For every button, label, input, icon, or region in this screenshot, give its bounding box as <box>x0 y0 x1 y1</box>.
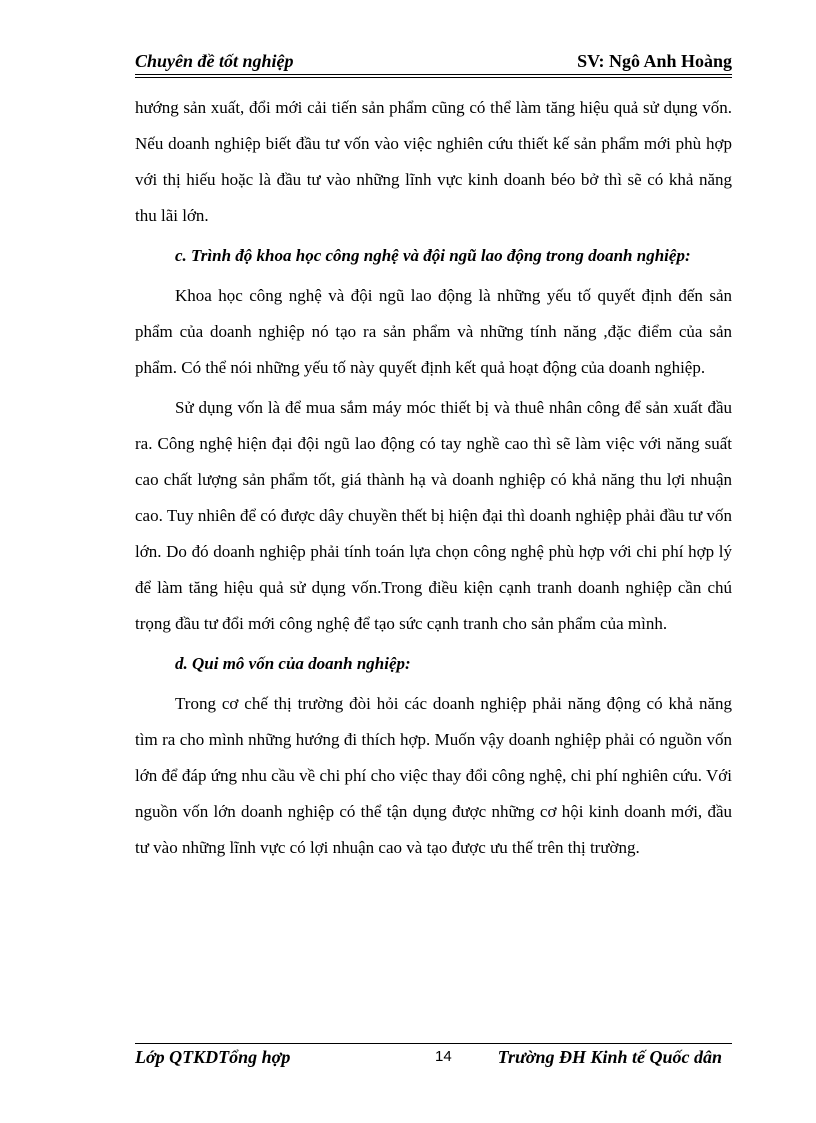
paragraph-technology: Khoa học công nghệ và đội ngũ lao động là những yếu tố quyết định đến sản phẩm của doanh nghiệp nó tạo ra sản phẩm và những tính năng ,đặc điểm của sản phẩm. Có thể nói những yếu tố này quyết định kết quả hoạt động của doanh nghiệp. <box>135 286 732 377</box>
paragraph-capital-use: Sử dụng vốn là để mua sắm máy móc thiết bị và thuê nhân công để sản xuất đầu ra. Công nghệ hiện đại đội ngũ lao động có tay nghề cao thì sẽ làm việc với năng suất cao chất lượng sản phẩm tốt, giá thành hạ và doanh nghiệp có khả năng thu lợi nhuận cao. Tuy nhiên để có được dây chuyền thết bị hiện đại thì doanh nghiệp phải đầu tư vốn lớn. Do đó doanh nghiệp phải tính toán lựa chọn công nghệ phù hợp với chi phí hợp lý để làm tăng hiệu quả sử dụng vốn.Trong điều kiện cạnh tranh doanh nghiệp cần chú trọng đầu tư đổi mới công nghệ để tạo sức cạnh tranh cho sản phẩm của mình. <box>135 398 732 633</box>
footer-class-name: Lớp QTKDTổng hợp <box>135 1047 291 1067</box>
footer-rule <box>135 1043 732 1044</box>
section-heading-d: d. Qui mô vốn của doanh nghiệp: <box>175 654 411 673</box>
header-rule <box>135 74 732 75</box>
document-body <box>135 90 732 866</box>
header-student-name: SV: Ngô Anh Hoàng <box>577 51 732 71</box>
page-number: 14 <box>435 1048 452 1065</box>
paragraph-continuation: hướng sản xuất, đổi mới cải tiến sản phẩm cũng có thể làm tăng hiệu quả sử dụng vốn. Nếu doanh nghiệp biết đầu tư vốn vào việc nghiên cứu thiết kế sản phẩm mới phù hợp với thị hiếu hoặc là đầu tư vào những lĩnh vực kinh doanh béo bở thì sẽ có khả năng thu lãi lớn. <box>135 98 732 225</box>
page-footer <box>135 1046 732 1070</box>
page-header <box>135 50 732 74</box>
header-document-title: Chuyên đề tốt nghiệp <box>135 51 294 71</box>
header-rule-inner <box>135 77 732 78</box>
footer-university: Trường ĐH Kinh tế Quốc dân <box>497 1047 722 1067</box>
paragraph-capital-scale: Trong cơ chế thị trường đòi hỏi các doanh nghiệp phải năng động có khả năng tìm ra cho mình những hướng đi thích hợp. Muốn vậy doanh nghiệp phải có nguồn vốn lớn để đáp ứng nhu cầu về chi phí cho việc thay đổi công nghệ, chi phí nghiên cứu. Với nguồn vốn lớn doanh nghiệp có thể tận dụng được những cơ hội kinh doanh mới, đầu tư vào những lĩnh vực có lợi nhuận cao và tạo được ưu thế trên thị trường. <box>135 694 732 857</box>
section-heading-c: c. Trình độ khoa học công nghệ và đội ngũ lao động trong doanh nghiệp: <box>175 246 691 265</box>
